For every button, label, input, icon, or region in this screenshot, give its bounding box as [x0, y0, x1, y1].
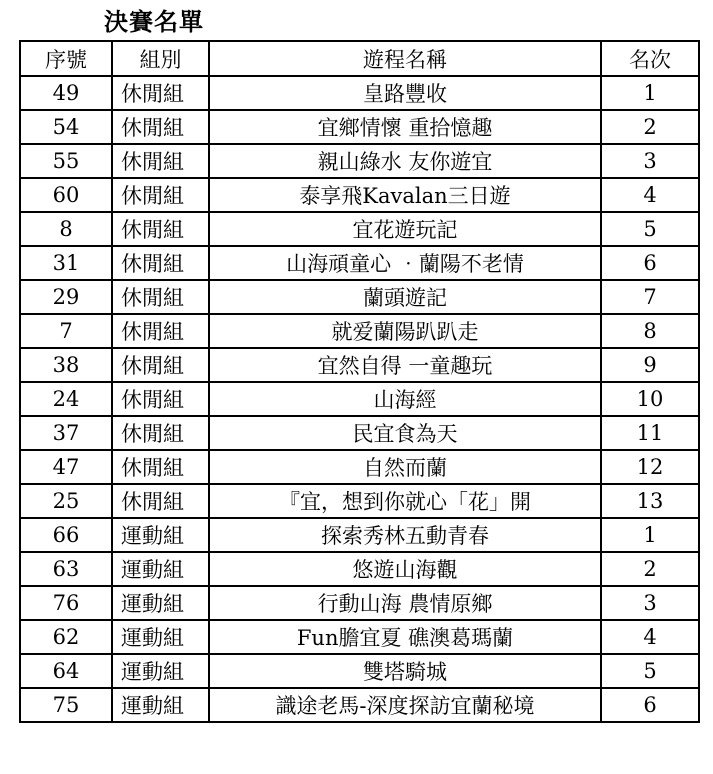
table-row [20, 144, 699, 178]
cell-tour-name: 蘭頭遊記 [209, 280, 601, 314]
cell-rank: 11 [601, 416, 699, 450]
cell-tour-name: 山海經 [209, 382, 601, 416]
cell-tour-name: 悠遊山海觀 [209, 552, 601, 586]
cell-serial-number: 62 [20, 620, 112, 654]
cell-group: 運動組 [112, 620, 209, 654]
table-row [20, 484, 699, 518]
header-row [20, 41, 699, 76]
table-row [20, 450, 699, 484]
cell-rank: 3 [601, 144, 699, 178]
cell-group: 休閒組 [112, 144, 209, 178]
cell-tour-name: 宜然自得 一童趣玩 [209, 348, 601, 382]
cell-serial-number: 47 [20, 450, 112, 484]
cell-rank: 6 [601, 246, 699, 280]
cell-group: 休閒組 [112, 416, 209, 450]
cell-rank: 5 [601, 212, 699, 246]
cell-group: 休閒組 [112, 212, 209, 246]
table-row [20, 416, 699, 450]
cell-serial-number: 76 [20, 586, 112, 620]
page-title: 決賽名單 [104, 8, 204, 36]
cell-serial-number: 31 [20, 246, 112, 280]
cell-group: 休閒組 [112, 110, 209, 144]
cell-group: 運動組 [112, 586, 209, 620]
cell-group: 運動組 [112, 518, 209, 552]
cell-serial-number: 25 [20, 484, 112, 518]
header-serial-number: 序號 [20, 41, 112, 76]
table-row [20, 246, 699, 280]
cell-rank: 8 [601, 314, 699, 348]
cell-rank: 4 [601, 178, 699, 212]
cell-rank: 2 [601, 110, 699, 144]
cell-tour-name: 親山綠水 友你遊宜 [209, 144, 601, 178]
cell-rank: 3 [601, 586, 699, 620]
cell-tour-name: 泰享飛Kavalan三日遊 [209, 178, 601, 212]
header-group: 組別 [112, 41, 209, 76]
cell-tour-name: 識途老馬-深度探訪宜蘭秘境 [209, 688, 601, 722]
cell-group: 休閒組 [112, 348, 209, 382]
cell-tour-name: 民宜食為天 [209, 416, 601, 450]
cell-serial-number: 66 [20, 518, 112, 552]
table-row [20, 76, 699, 110]
table-row [20, 586, 699, 620]
cell-group: 運動組 [112, 552, 209, 586]
cell-serial-number: 38 [20, 348, 112, 382]
cell-serial-number: 49 [20, 76, 112, 110]
finals-table [19, 40, 700, 723]
cell-serial-number: 24 [20, 382, 112, 416]
table-row [20, 552, 699, 586]
cell-group: 運動組 [112, 654, 209, 688]
table-header [20, 41, 699, 76]
cell-rank: 12 [601, 450, 699, 484]
cell-rank: 13 [601, 484, 699, 518]
table-row [20, 178, 699, 212]
cell-serial-number: 37 [20, 416, 112, 450]
cell-group: 運動組 [112, 688, 209, 722]
cell-tour-name: 宜花遊玩記 [209, 212, 601, 246]
cell-group: 休閒組 [112, 314, 209, 348]
cell-group: 休閒組 [112, 484, 209, 518]
cell-rank: 2 [601, 552, 699, 586]
cell-group: 休閒組 [112, 450, 209, 484]
cell-tour-name: 自然而蘭 [209, 450, 601, 484]
cell-tour-name: Fun膽宜夏 礁澳葛瑪蘭 [209, 620, 601, 654]
cell-serial-number: 55 [20, 144, 112, 178]
cell-serial-number: 63 [20, 552, 112, 586]
table-row [20, 518, 699, 552]
cell-rank: 1 [601, 76, 699, 110]
table-row [20, 314, 699, 348]
cell-tour-name: 山海頑童心 ‧蘭陽不老情 [209, 246, 601, 280]
cell-rank: 4 [601, 620, 699, 654]
cell-serial-number: 64 [20, 654, 112, 688]
cell-tour-name: 『宜，想到你就心「花」開 [209, 484, 601, 518]
cell-serial-number: 60 [20, 178, 112, 212]
cell-tour-name: 宜鄉情懷 重拾憶趣 [209, 110, 601, 144]
cell-rank: 10 [601, 382, 699, 416]
cell-group: 休閒組 [112, 280, 209, 314]
table-row [20, 620, 699, 654]
cell-rank: 5 [601, 654, 699, 688]
cell-tour-name: 雙塔騎城 [209, 654, 601, 688]
cell-tour-name: 就爱蘭陽趴趴走 [209, 314, 601, 348]
table-row [20, 382, 699, 416]
table-row [20, 688, 699, 722]
cell-tour-name: 探索秀林五動青春 [209, 518, 601, 552]
table-row [20, 654, 699, 688]
cell-rank: 1 [601, 518, 699, 552]
cell-serial-number: 29 [20, 280, 112, 314]
cell-serial-number: 75 [20, 688, 112, 722]
cell-serial-number: 7 [20, 314, 112, 348]
cell-rank: 9 [601, 348, 699, 382]
table-row [20, 110, 699, 144]
cell-rank: 6 [601, 688, 699, 722]
cell-tour-name: 行動山海 農情原鄉 [209, 586, 601, 620]
table-row [20, 348, 699, 382]
cell-group: 休閒組 [112, 382, 209, 416]
cell-tour-name: 皇路豐收 [209, 76, 601, 110]
cell-group: 休閒組 [112, 76, 209, 110]
cell-serial-number: 54 [20, 110, 112, 144]
cell-rank: 7 [601, 280, 699, 314]
cell-group: 休閒組 [112, 246, 209, 280]
table-row [20, 280, 699, 314]
cell-serial-number: 8 [20, 212, 112, 246]
table-body [20, 76, 699, 722]
header-tour-name: 遊程名稱 [209, 41, 601, 76]
header-rank: 名次 [601, 41, 699, 76]
table-row [20, 212, 699, 246]
cell-group: 休閒組 [112, 178, 209, 212]
